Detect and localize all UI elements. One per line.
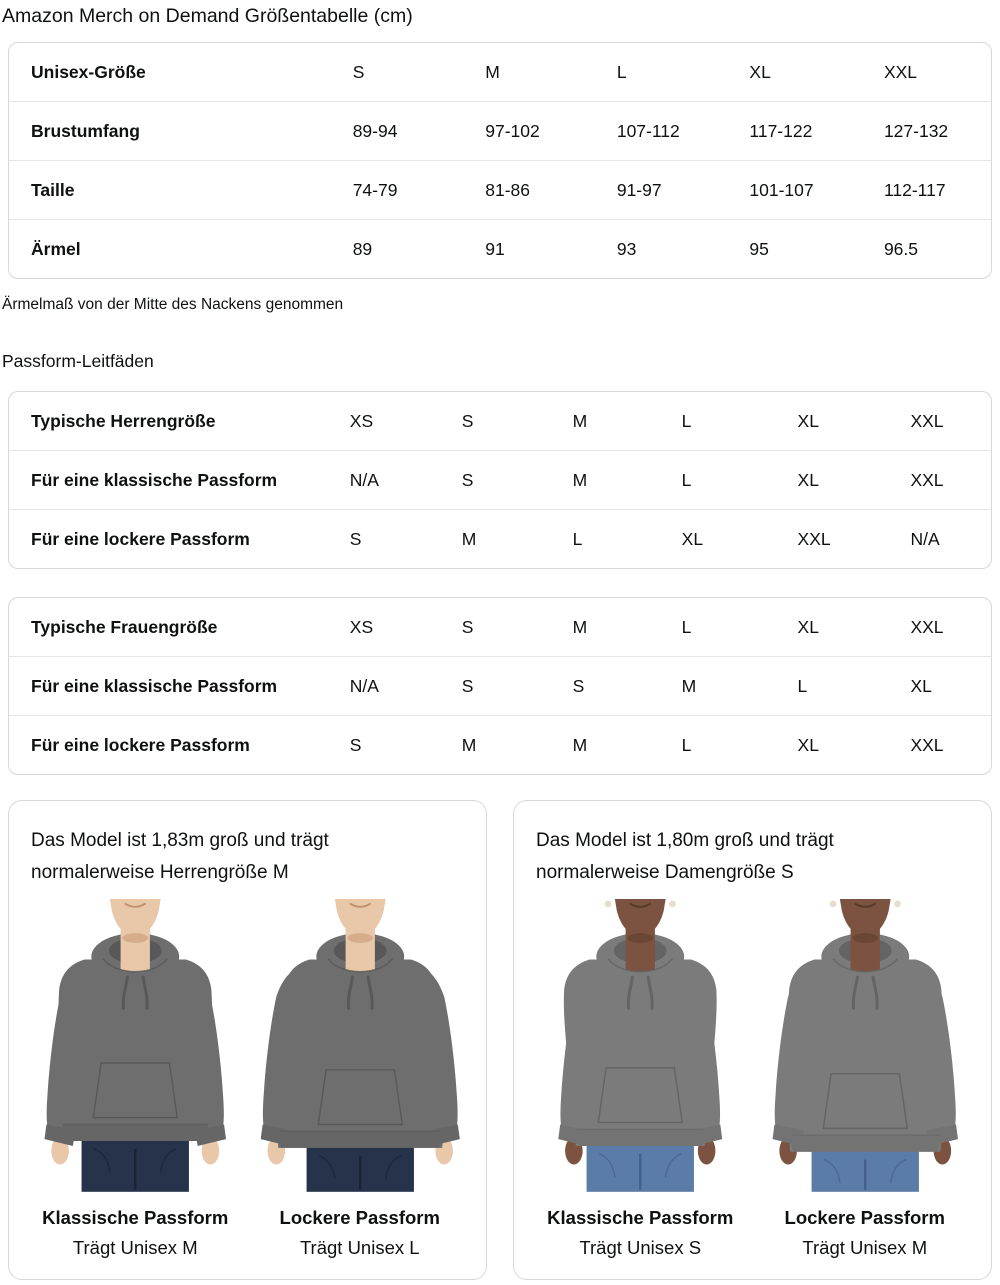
- size-value: XXL: [910, 716, 991, 775]
- fit-label: Klassische Passform: [42, 1206, 229, 1228]
- size-value: S: [350, 510, 462, 569]
- size-value: XXL: [883, 61, 918, 82]
- table-row: [9, 161, 991, 220]
- fit-guide-women-table: [9, 598, 991, 774]
- table-row: [9, 220, 991, 279]
- table-row: [9, 392, 991, 451]
- male-model-loose-fit-photo: [248, 899, 473, 1192]
- mens-fit-guide-table: [8, 391, 992, 569]
- size-value: 89-94: [353, 102, 486, 161]
- table-row: [9, 716, 991, 775]
- size-value: 97-102: [485, 102, 617, 161]
- size-value: S: [461, 410, 474, 431]
- row-label: Typische Herrengröße: [31, 410, 216, 431]
- size-value: M: [573, 716, 682, 775]
- fit-guide-men-table: [9, 392, 991, 568]
- size-chart-table: [9, 43, 991, 278]
- size-value: 91-97: [617, 161, 750, 220]
- size-value: 91: [485, 220, 617, 279]
- size-value: L: [573, 510, 682, 569]
- size-value: L: [616, 61, 627, 82]
- sleeve-measurement-note: Ärmelmaß von der Mitte des Nackens genommen: [2, 296, 344, 313]
- row-label: Taille: [9, 161, 353, 220]
- size-value: XL: [797, 410, 819, 431]
- size-value: XL: [749, 61, 771, 82]
- size-value: XL: [797, 616, 819, 637]
- size-value: XL: [798, 716, 911, 775]
- figures-row: [23, 899, 472, 1259]
- row-label: Für eine lockere Passform: [9, 716, 350, 775]
- size-value: XXL: [910, 451, 991, 510]
- size-value: N/A: [350, 657, 462, 716]
- size-value: 117-122: [749, 102, 884, 161]
- figure-mens-classic-fit: [23, 899, 248, 1259]
- row-label: Typische Frauengröße: [31, 616, 218, 637]
- size-value: 96.5: [884, 220, 991, 279]
- size-value: S: [461, 616, 474, 637]
- fit-label: Klassische Passform: [547, 1206, 734, 1228]
- fit-label: Lockere Passform: [784, 1206, 945, 1228]
- mens-model-card: [8, 800, 487, 1280]
- female-model-loose-fit-photo: [753, 899, 978, 1192]
- size-value: 107-112: [617, 102, 750, 161]
- model-description: Das Model ist 1,83m groß und trägt normalerweise Herrengröße M: [31, 830, 329, 883]
- size-value: XXL: [910, 616, 944, 637]
- unisex-size-table: [8, 42, 992, 279]
- row-label: Für eine klassische Passform: [9, 451, 350, 510]
- size-value: N/A: [350, 451, 462, 510]
- size-value: 112-117: [884, 161, 991, 220]
- size-label: Trägt Unisex M: [72, 1236, 198, 1258]
- size-label: Trägt Unisex L: [299, 1236, 420, 1258]
- size-value: 101-107: [749, 161, 884, 220]
- row-label: Für eine lockere Passform: [9, 510, 350, 569]
- size-value: L: [682, 716, 798, 775]
- figure-womens-classic-fit: [528, 899, 753, 1259]
- size-value: 81-86: [485, 161, 617, 220]
- size-value: S: [462, 657, 573, 716]
- size-value: 127-132: [884, 102, 991, 161]
- womens-fit-guide-table: [8, 597, 992, 775]
- size-value: N/A: [910, 510, 991, 569]
- size-value: XL: [682, 510, 798, 569]
- size-value: XL: [798, 451, 911, 510]
- figure-caption: [23, 1206, 248, 1259]
- figure-womens-loose-fit: [753, 899, 978, 1259]
- row-label: Ärmel: [9, 220, 353, 279]
- womens-model-card: [513, 800, 992, 1280]
- table-row: [9, 451, 991, 510]
- table-row: [9, 102, 991, 161]
- size-value: L: [681, 410, 692, 431]
- male-model-classic-fit-photo: [23, 899, 248, 1192]
- figure-mens-loose-fit: [248, 899, 473, 1259]
- size-value: M: [682, 657, 798, 716]
- size-value: S: [352, 61, 365, 82]
- size-value: L: [681, 616, 692, 637]
- size-value: XXL: [798, 510, 911, 569]
- table-row: [9, 43, 991, 102]
- figures-row: [528, 899, 977, 1259]
- size-value: 89: [353, 220, 486, 279]
- size-value: 95: [749, 220, 884, 279]
- table-row: [9, 510, 991, 569]
- size-value: M: [462, 510, 573, 569]
- row-label: Für eine klassische Passform: [9, 657, 350, 716]
- figure-caption: [248, 1206, 473, 1259]
- size-value: L: [682, 451, 798, 510]
- size-value: 93: [617, 220, 750, 279]
- row-label: Brustumfang: [9, 102, 353, 161]
- size-value: M: [573, 451, 682, 510]
- female-model-classic-fit-photo: [528, 899, 753, 1192]
- size-value: XL: [910, 657, 991, 716]
- size-value: L: [798, 657, 911, 716]
- row-label: Unisex-Größe: [31, 61, 146, 82]
- size-value: M: [485, 61, 500, 82]
- size-value: S: [462, 451, 573, 510]
- figure-caption: [753, 1206, 978, 1259]
- figure-caption: [528, 1206, 753, 1259]
- size-value: M: [572, 410, 588, 431]
- size-value: XS: [349, 410, 374, 431]
- size-value: M: [572, 616, 588, 637]
- size-value: S: [350, 716, 462, 775]
- fit-label: Lockere Passform: [279, 1206, 440, 1228]
- table-row: [9, 657, 991, 716]
- size-value: XS: [349, 616, 374, 637]
- size-value: M: [462, 716, 573, 775]
- model-cards: [8, 800, 992, 1280]
- fit-guides-heading: Passform-Leitfäden: [2, 351, 154, 371]
- table-row: [9, 598, 991, 657]
- model-description: Das Model ist 1,80m groß und trägt normalerweise Damengröße S: [536, 830, 834, 883]
- size-label: Trägt Unisex S: [579, 1236, 702, 1258]
- page-title: Amazon Merch on Demand Größentabelle (cm): [2, 5, 413, 27]
- size-value: XXL: [910, 410, 944, 431]
- size-label: Trägt Unisex M: [802, 1236, 928, 1258]
- size-value: 74-79: [353, 161, 486, 220]
- size-value: S: [573, 657, 682, 716]
